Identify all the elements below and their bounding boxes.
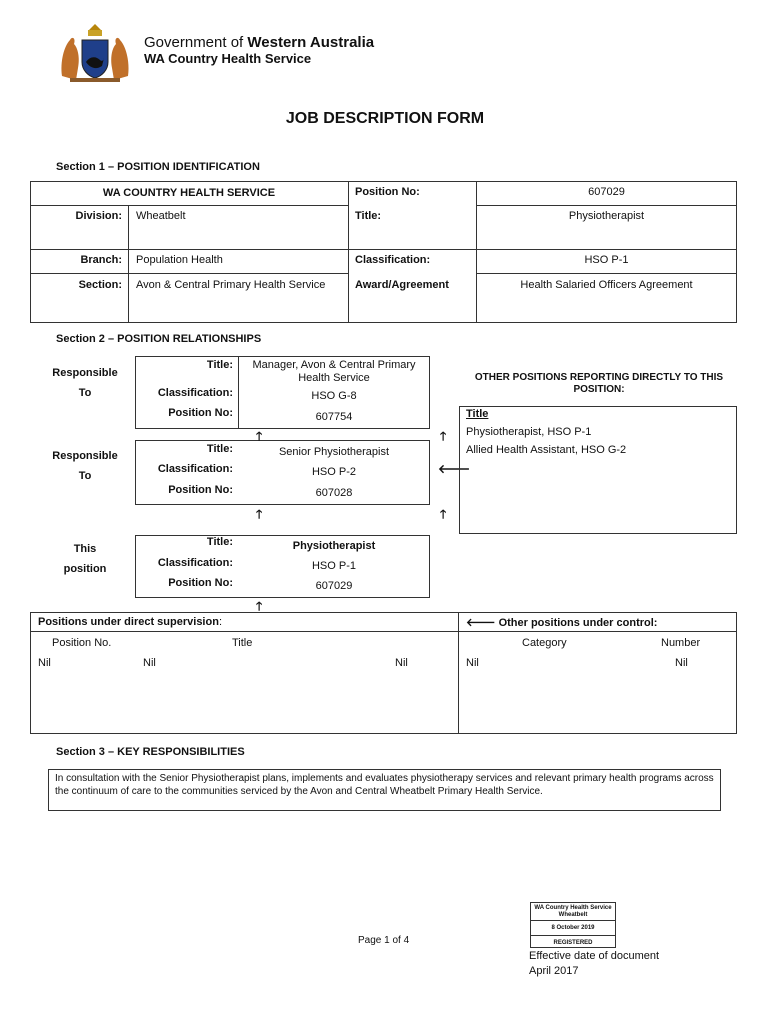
position-text: position [63, 563, 107, 575]
this-position-label [44, 539, 126, 579]
service-name: WA COUNTRY HEALTH SERVICE [102, 187, 276, 199]
stamp-registered: REGISTERED [553, 940, 593, 946]
responsible-to-label-1 [44, 363, 126, 403]
other-control-heading [466, 615, 657, 629]
box1-classification-value: HSO G-8 [311, 390, 357, 402]
organisation-name-normal: Government of [144, 34, 248, 51]
box2-classification-label: Classification: [157, 463, 233, 475]
box3-position-no-value: 607029 [315, 580, 353, 592]
effective-date-label: Effective date of document [529, 950, 660, 962]
other-positions-heading: OTHER POSITIONS REPORTING DIRECTLY TO THIS POSITION: [474, 372, 724, 395]
box2-title-label: Title: [206, 443, 233, 455]
classification-value: HSO P-1 [584, 254, 629, 266]
arrow-up-icon: 🡑 [256, 507, 263, 521]
box1-title-label: Title: [206, 359, 233, 371]
responsible-text-1: Responsible [52, 367, 118, 379]
to-text-1: To [78, 387, 92, 399]
box2-classification-value: HSO P-2 [311, 466, 356, 478]
section-label: Section: [78, 279, 122, 291]
box3-title-label: Title: [206, 536, 233, 548]
other-position-item: Allied Health Assistant, HSO G-2 [466, 444, 627, 456]
division-label: Division: [75, 210, 122, 222]
box3-title-value: Physiotherapist [292, 540, 376, 552]
section-value: Avon & Central Primary Health Service [136, 279, 326, 291]
direct-supervision-heading [38, 616, 222, 628]
box2-position-no-value: 607028 [315, 487, 353, 499]
page-number: Page 1 of 4 [358, 935, 410, 946]
branch-label: Branch: [80, 254, 122, 266]
col-title: Title [232, 637, 253, 649]
organisation-line-2: WA Country Health Service [144, 51, 312, 66]
arrow-left-icon: 🡐 [466, 617, 496, 629]
arrow-up-icon: 🡑 [256, 599, 263, 613]
arrow-up-icon: 🡑 [440, 429, 447, 443]
arrow-up-icon: 🡑 [440, 507, 447, 521]
arrow-left-icon: 🡐 [438, 462, 471, 476]
key-responsibilities-text: In consultation with the Senior Physiotherapist plans, implements and evaluates physiotherapy services and relevant primary health programs across the continuum of care to the communities serviced by the Avon and Central Wheatbelt Primary Health Service. [55, 773, 714, 797]
arrow-up-icon: 🡑 [256, 429, 263, 443]
direct-supervision-colon: : [218, 616, 222, 628]
box1-position-no-label: Position No: [168, 407, 233, 419]
direct-supervision-text: Positions under direct supervision [38, 616, 219, 628]
stamp-line1: WA Country Health Service [534, 905, 612, 911]
organisation-line-1 [144, 34, 374, 51]
award-value: Health Salaried Officers Agreement [520, 279, 693, 291]
responsible-text-2: Responsible [52, 450, 118, 462]
title-label: Title: [355, 210, 382, 222]
nil-category: Nil [466, 657, 479, 669]
section3-heading: Section 3 – KEY RESPONSIBILITIES [56, 746, 245, 758]
box2-title-value: Senior Physiotherapist [278, 446, 390, 458]
section1-heading: Section 1 – POSITION IDENTIFICATION [56, 161, 260, 173]
branch-value: Population Health [136, 254, 223, 266]
division-value: Wheatbelt [136, 210, 186, 222]
responsible-to-label-2 [44, 446, 126, 486]
nil-position-no: Nil [38, 657, 51, 669]
nil-title: Nil [143, 657, 156, 669]
other-control-text: Other positions under control: [498, 617, 658, 629]
registration-stamp [530, 902, 616, 948]
this-text: This [73, 543, 97, 555]
other-position-item: Physiotherapist, HSO P-1 [466, 426, 592, 438]
col-category: Category [522, 637, 567, 649]
other-positions-title-header: Title [466, 408, 489, 420]
box3-classification-value: HSO P-1 [311, 560, 356, 572]
stamp-line2: Wheatbelt [558, 912, 588, 918]
section2-heading: Section 2 – POSITION RELATIONSHIPS [56, 333, 262, 345]
box2-position-no-label: Position No: [168, 484, 233, 496]
document-title: JOB DESCRIPTION FORM [285, 110, 485, 127]
box3-position-no-label: Position No: [168, 577, 233, 589]
nil-number: Nil [675, 657, 688, 669]
col-position-no: Position No. [52, 637, 112, 649]
box3-classification-label: Classification: [157, 557, 233, 569]
box1-classification-label: Classification: [157, 387, 233, 399]
key-responsibilities-box [48, 769, 721, 811]
effective-date-value: April 2017 [529, 965, 579, 977]
box1-position-no-value: 607754 [315, 411, 353, 423]
position-no-value: 607029 [588, 186, 625, 198]
nil-supervision-extra: Nil [395, 657, 408, 669]
to-text-2: To [78, 470, 92, 482]
award-label: Award/Agreement [355, 279, 449, 291]
box1-title-value: Manager, Avon & Central Primary Health Service [252, 359, 416, 384]
stamp-date: 8 October 2019 [551, 925, 595, 931]
position-no-label: Position No: [355, 186, 420, 198]
position-identification-table [30, 181, 737, 323]
wa-crest-logo [56, 22, 134, 84]
col-number: Number [661, 637, 701, 649]
classification-label: Classification: [355, 254, 431, 266]
title-value: Physiotherapist [568, 210, 645, 222]
organisation-name-bold: Western Australia [247, 34, 375, 51]
